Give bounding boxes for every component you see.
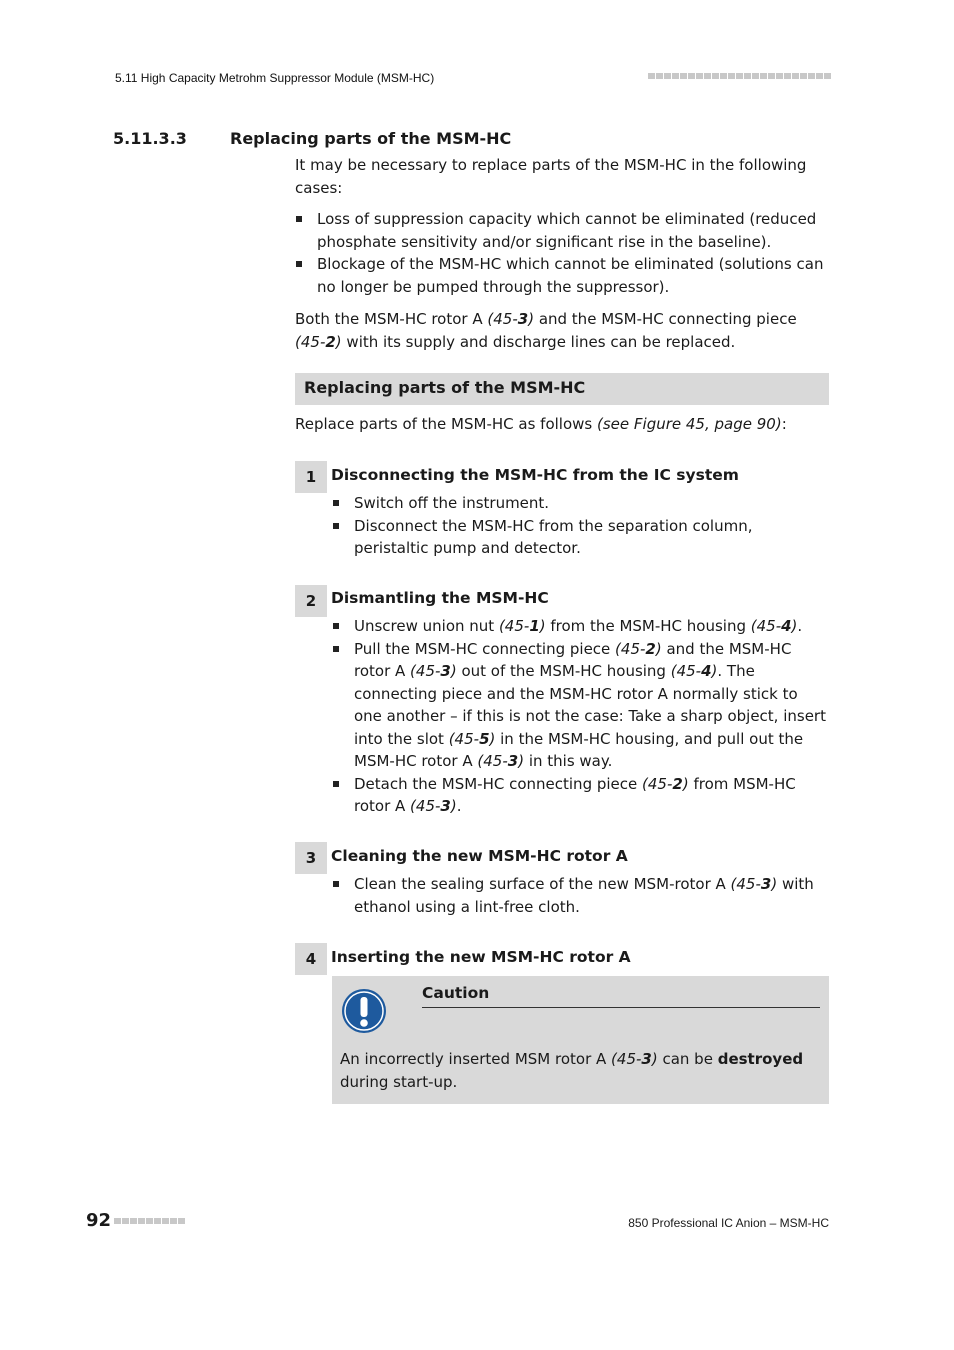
step-title: Disconnecting the MSM-HC from the IC system xyxy=(331,466,739,484)
step-number: 3 xyxy=(295,842,327,874)
step-number: 1 xyxy=(295,461,327,493)
caution-divider xyxy=(422,1007,820,1008)
footer-product: 850 Professional IC Anion – MSM-HC xyxy=(628,1216,829,1230)
running-header: 5.11 High Capacity Metrohm Suppressor Module (MSM-HC) xyxy=(115,71,435,85)
figure-ref-link[interactable]: 2 xyxy=(325,332,336,351)
list-item: Clean the sealing surface of the new MSM-rotor A (45-3) with ethanol using a lint-free cloth. xyxy=(332,873,829,918)
step-title: Cleaning the new MSM-HC rotor A xyxy=(331,847,628,865)
step-1-list xyxy=(332,492,829,560)
section-number: 5.11.3.3 xyxy=(113,129,187,148)
caution-title: Caution xyxy=(422,984,490,1002)
header-decoration xyxy=(648,73,831,79)
procedure-heading: Replacing parts of the MSM-HC xyxy=(304,378,586,397)
list-item: Disconnect the MSM-HC from the separation column, peristaltic pump and detector. xyxy=(332,515,829,560)
list-item: Loss of suppression capacity which cannot be eliminated (reduced phosphate sensitivity and/or significant rise in the baseline). xyxy=(295,208,829,253)
step-title: Inserting the new MSM-HC rotor A xyxy=(331,948,631,966)
step-2-list xyxy=(332,615,829,818)
caution-box xyxy=(332,976,829,1104)
replaceable-parts-paragraph: Both the MSM-HC rotor A (45-3) and the MSM-HC connecting piece (45-2) with its supply and discharge lines can be replaced. xyxy=(295,310,797,351)
intro-paragraph: It may be necessary to replace parts of the MSM-HC in the following cases: xyxy=(295,156,807,197)
caution-text: An incorrectly inserted MSM rotor A (45-3) can be destroyed during start-up. xyxy=(340,1050,804,1091)
step-title: Dismantling the MSM-HC xyxy=(331,589,549,607)
procedure-intro: Replace parts of the MSM-HC as follows (see Figure 45, page 90): xyxy=(295,415,787,433)
footer-decoration xyxy=(114,1218,185,1224)
section-title: Replacing parts of the MSM-HC xyxy=(230,129,512,148)
step-number: 2 xyxy=(295,585,327,617)
list-item: Pull the MSM-HC connecting piece (45-2) and the MSM-HC rotor A (45-3) out of the MSM-HC housing (45-4). The connecting piece and the MSM-HC rotor A normally stick to one another – if this is not the case: Take a sharp object, insert into the slot (45-5) in the MSM-HC housing, and pull out the MSM-HC rotor A (45-3) in this way. xyxy=(332,638,829,773)
figure-ref-link[interactable]: 3 xyxy=(517,310,529,328)
list-item: Unscrew union nut (45-1) from the MSM-HC housing (45-4). xyxy=(332,615,829,638)
list-item: Detach the MSM-HC connecting piece (45-2) from MSM-HC rotor A (45-3). xyxy=(332,773,829,818)
step-number: 4 xyxy=(295,943,327,975)
exclamation-icon xyxy=(341,988,387,1038)
list-item: Switch off the instrument. xyxy=(332,492,829,515)
list-item: Blockage of the MSM-HC which cannot be eliminated (solutions can no longer be pumped through the suppressor). xyxy=(295,253,829,298)
figure-ref-link[interactable]: (see Figure 45, page 90) xyxy=(597,415,782,433)
page-number: 92 xyxy=(86,1210,112,1231)
step-3-list xyxy=(332,873,829,918)
cases-list xyxy=(295,208,829,298)
procedure-heading-bar xyxy=(295,373,829,405)
